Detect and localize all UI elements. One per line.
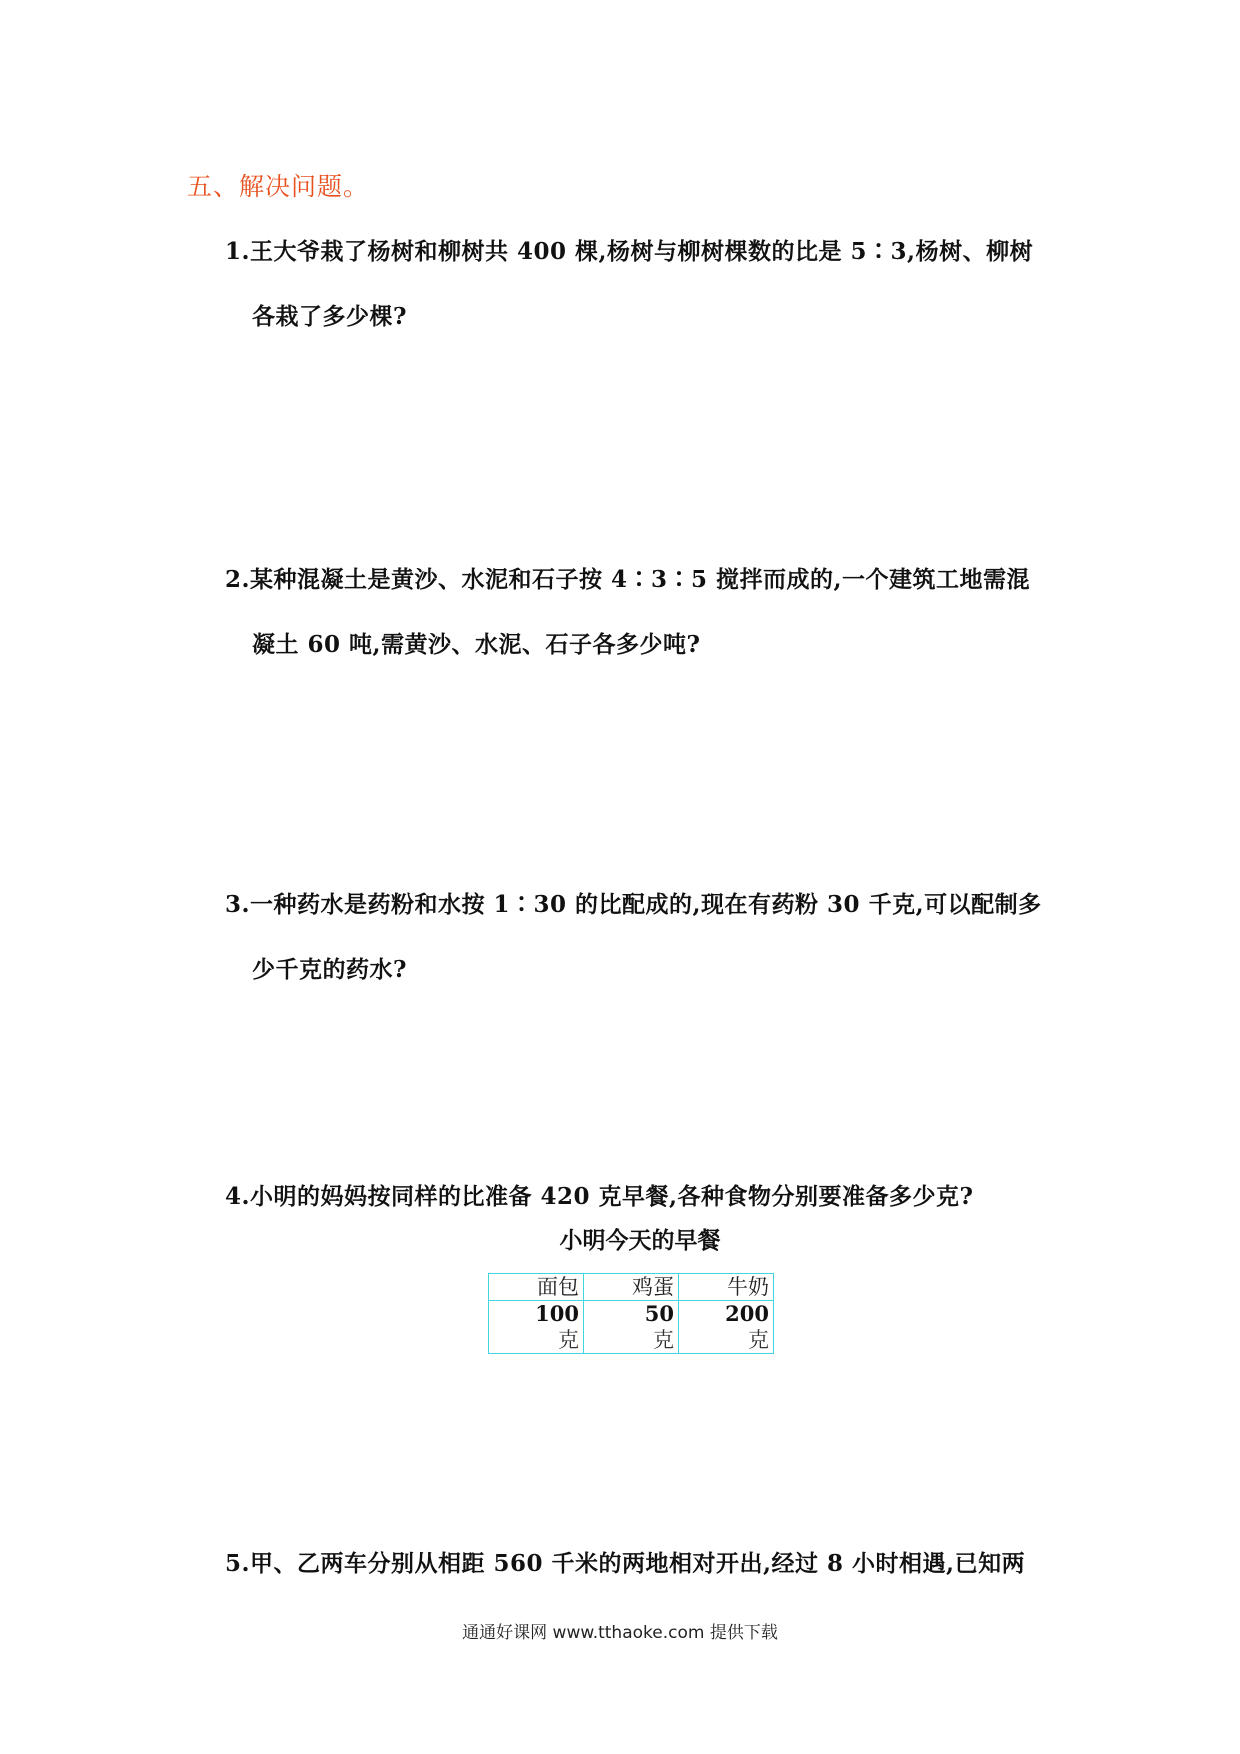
header-bread: 面包	[489, 1274, 584, 1301]
value-egg-cell	[584, 1301, 679, 1354]
footer-download-note: 通通好课网 www.tthaoke.com 提供下载	[462, 1623, 778, 1643]
question-4-line-1: 4.小明的妈妈按同样的比准备 420 克早餐,各种食物分别要准备多少克?	[225, 1183, 974, 1210]
question-3-line-1: 3.一种药水是药粉和水按 1∶30 的比配成的,现在有药粉 30 千克,可以配制多	[225, 891, 1042, 918]
value-egg: 50	[644, 1301, 674, 1326]
question-1-line-2: 各栽了多少棵?	[252, 303, 407, 330]
breakfast-table-title: 小明今天的早餐	[559, 1227, 721, 1254]
question-3-line-2: 少千克的药水?	[252, 956, 407, 983]
value-milk: 200	[725, 1301, 769, 1326]
unit-milk: 克	[748, 1328, 769, 1352]
question-2-line-2: 凝土 60 吨,需黄沙、水泥、石子各多少吨?	[252, 631, 701, 658]
value-milk-cell	[679, 1301, 774, 1354]
breakfast-table-value-row	[489, 1301, 774, 1354]
header-egg: 鸡蛋	[584, 1274, 679, 1301]
unit-bread: 克	[558, 1328, 579, 1352]
question-2-line-1: 2.某种混凝土是黄沙、水泥和石子按 4∶3∶5 搅拌而成的,一个建筑工地需混	[225, 566, 1031, 593]
section-title: 五、解决问题。	[187, 172, 370, 201]
unit-egg: 克	[653, 1328, 674, 1352]
breakfast-table-header-row	[489, 1274, 774, 1301]
question-1-line-1: 1.王大爷栽了杨树和柳树共 400 棵,杨树与柳树棵数的比是 5∶3,杨树、柳树	[225, 238, 1034, 265]
breakfast-table	[488, 1273, 774, 1354]
header-milk: 牛奶	[679, 1274, 774, 1301]
value-bread-cell	[489, 1301, 584, 1354]
value-bread: 100	[535, 1301, 579, 1326]
question-5-line-1: 5.甲、乙两车分别从相距 560 千米的两地相对开出,经过 8 小时相遇,已知两	[225, 1550, 1026, 1577]
